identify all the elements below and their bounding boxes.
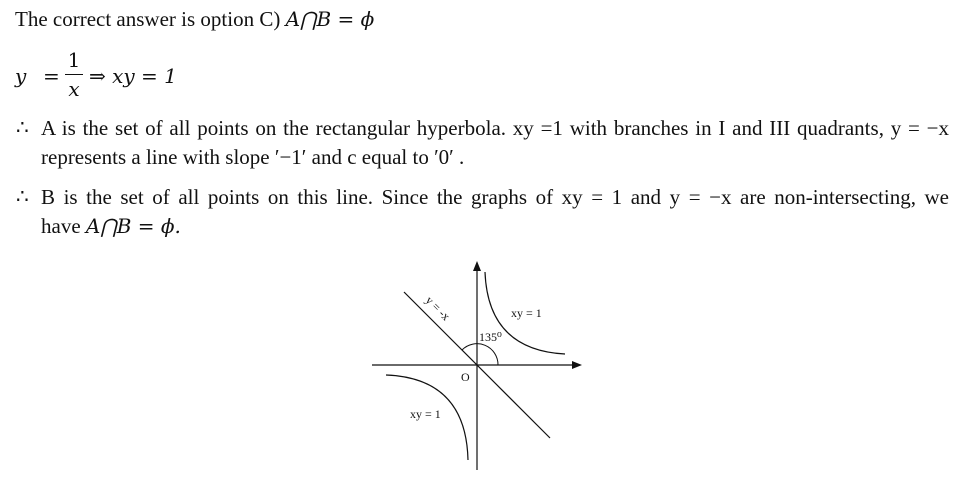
answer-statement	[15, 6, 374, 32]
bullet-2-line-2-math: A⋂B = ϕ.	[85, 214, 181, 238]
upper-curve-label: xy = 1	[511, 306, 542, 320]
answer-math: A⋂B = ϕ	[285, 7, 375, 31]
origin-label: O	[461, 370, 470, 384]
line-label: y = -x	[422, 293, 454, 324]
equation	[15, 48, 315, 102]
angle-label: 135⁰	[479, 330, 502, 344]
answer-intro-text: The correct answer is option C)	[15, 7, 286, 31]
fraction-denominator: x	[68, 77, 80, 101]
bullet-paragraph-2	[41, 183, 949, 241]
therefore-symbol: ∴	[16, 117, 29, 139]
fraction-bar	[65, 74, 83, 75]
fraction-numerator: 1	[67, 48, 81, 72]
bullet-2-line-2-text: have	[41, 214, 86, 238]
angle-arc	[462, 344, 498, 365]
equation-fraction	[65, 48, 83, 101]
lower-curve-label: xy = 1	[410, 407, 441, 421]
equation-implication: ⇒ xy = 1	[89, 64, 177, 88]
bullet-1-line-2: represents a line with slope ′−1′ and c equal to ′0′ .	[41, 145, 465, 169]
bullet-1-line-1: A is the set of all points on the rectangular hyperbola. xy =1 with branches in I and III quadrants, y = −x	[41, 116, 949, 140]
therefore-symbol: ∴	[16, 186, 29, 208]
hyperbola-figure	[360, 252, 600, 476]
equation-lhs: y	[15, 64, 27, 88]
x-axis-arrow-icon	[572, 361, 582, 369]
bullet-paragraph-1	[41, 114, 949, 172]
bullet-2-line-1: B is the set of all points on this line. Since the graphs of xy = 1 and y = −x are non-intersecting, we	[41, 185, 949, 209]
y-axis-arrow-icon	[473, 261, 481, 271]
equation-equals: =	[43, 64, 60, 88]
